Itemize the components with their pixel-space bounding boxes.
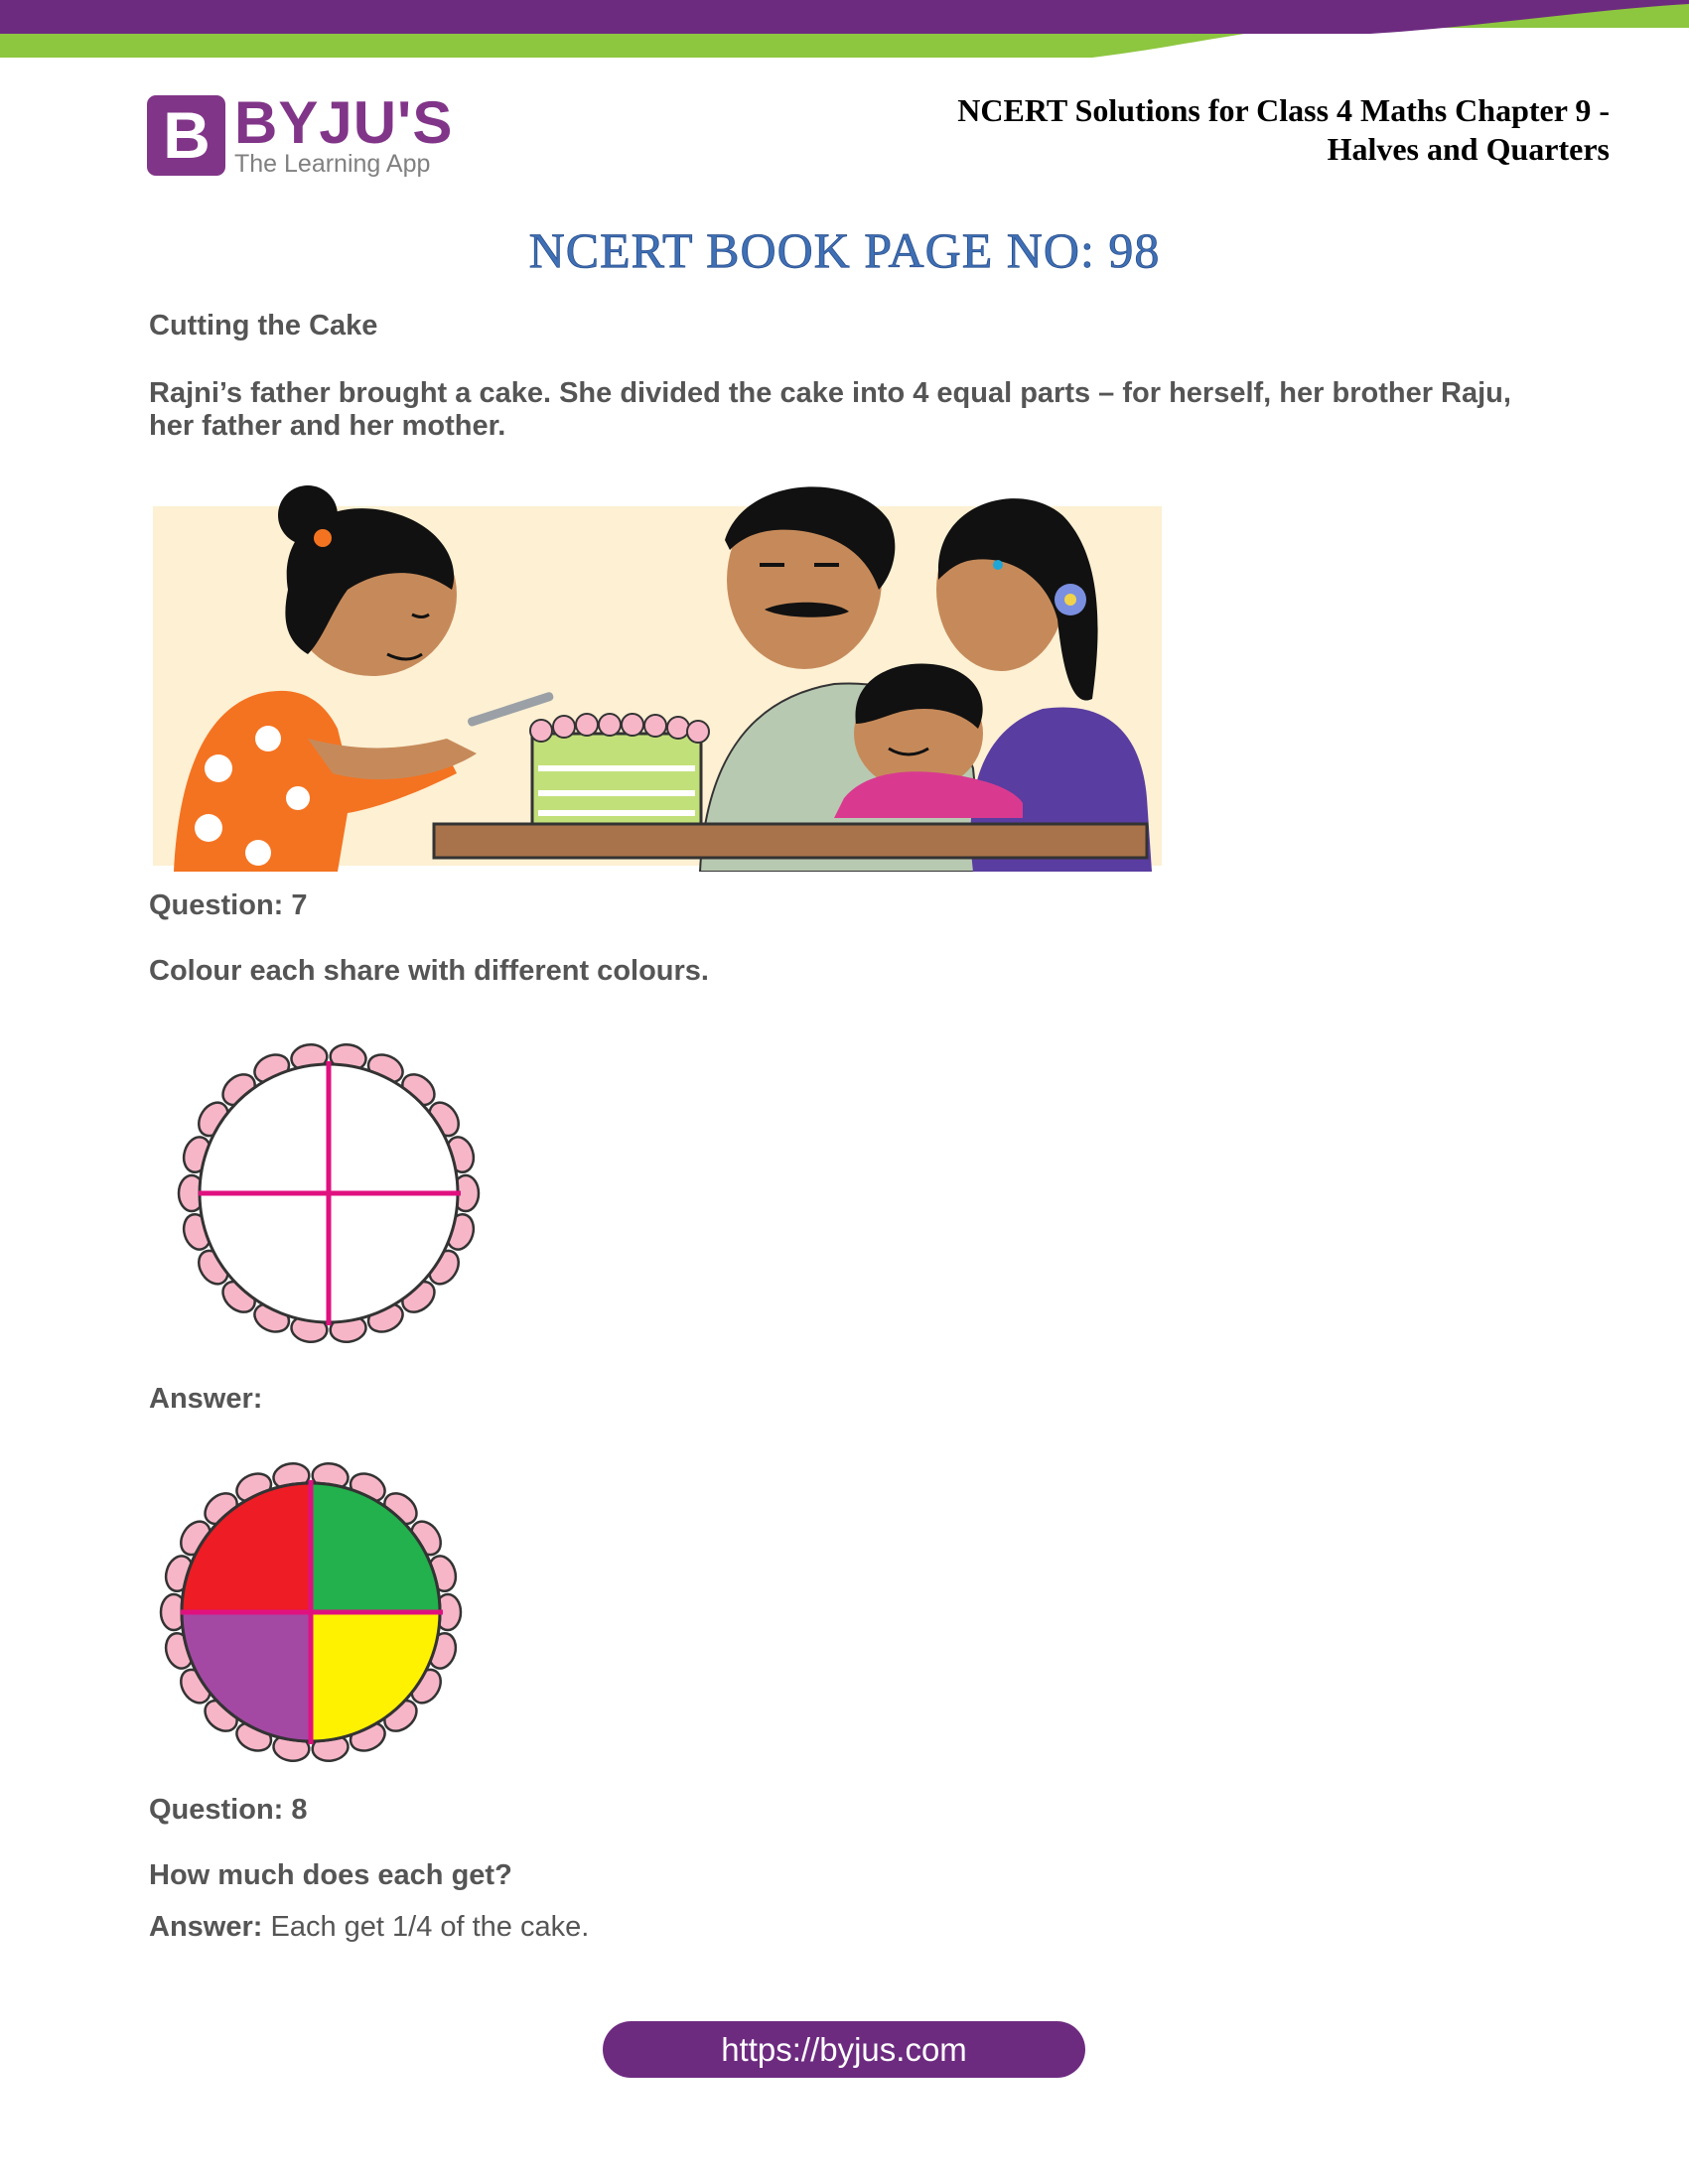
logo-name: BYJU'S <box>234 89 454 156</box>
question-7-text: Colour each share with different colours. <box>149 955 709 987</box>
intro-line-1: Rajni’s father brought a cake. She divided the cake into 4 equal parts – for herself, her brother Raju, <box>149 377 1511 409</box>
quarter-top-right <box>311 1483 440 1612</box>
cake-divided-coloured <box>157 1454 465 1770</box>
question-8-text: How much does each get? <box>149 1859 512 1891</box>
title-line-2: Halves and Quarters <box>1327 131 1610 167</box>
question-7-label: Question: 7 <box>149 889 308 921</box>
cake-divided-uncoloured <box>175 1035 483 1351</box>
book-page-heading: NCERT BOOK PAGE NO: 98 <box>528 222 1161 278</box>
question-8-label: Question: 8 <box>149 1794 308 1826</box>
table <box>434 824 1147 858</box>
footer-website-link[interactable]: https://byjus.com <box>603 2021 1085 2078</box>
intro-paragraph <box>149 377 1539 443</box>
byjus-b-icon <box>147 95 225 176</box>
top-banner <box>0 0 1689 62</box>
byjus-logo <box>147 89 454 181</box>
logo-letter: B <box>163 98 211 172</box>
question-8-answer <box>149 1911 589 1944</box>
answer-text: Each get 1/4 of the cake. <box>262 1911 590 1943</box>
intro-line-2: her father and her mother. <box>149 410 506 442</box>
document-title <box>855 91 1610 169</box>
logo-tagline: The Learning App <box>234 150 431 178</box>
section-title: Cutting the Cake <box>149 310 378 341</box>
quarter-bottom-left <box>182 1612 311 1741</box>
quarter-bottom-right <box>311 1612 440 1741</box>
title-line-1: NCERT Solutions for Class 4 Maths Chapter 9 - <box>957 92 1610 128</box>
question-7-answer-label: Answer: <box>149 1383 263 1415</box>
family-cake-illustration <box>149 471 1168 872</box>
quarter-top-left <box>182 1483 311 1612</box>
answer-label: Answer: <box>149 1911 263 1943</box>
